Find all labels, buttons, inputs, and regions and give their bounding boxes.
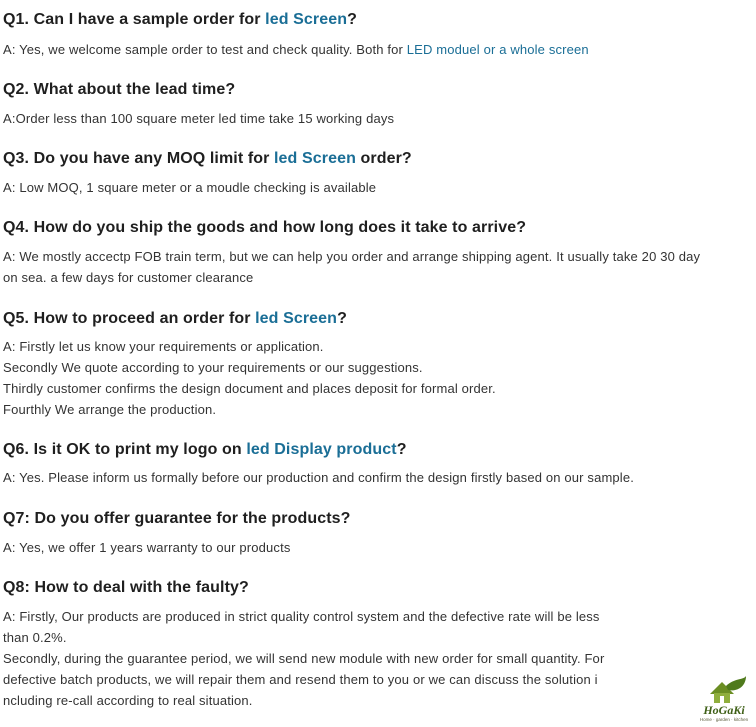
faq-answer-2-line-1: A:Order less than 100 square meter led time take 15 working days (3, 111, 395, 126)
faq-question-7 (3, 510, 351, 528)
faq-answer-5-line-3: Thirdly customer confirms the design document and places deposit for formal order. (3, 381, 496, 396)
question-text: Q7: Do you offer guarantee for the products? (3, 510, 351, 527)
led-screen-link[interactable]: led Screen (274, 150, 356, 167)
logo-tagline: Home · garden · kitchen (699, 717, 749, 722)
question-text: Q8: How to deal with the faulty? (3, 579, 249, 596)
house-leaf-icon (710, 676, 746, 703)
faq-answer-5-line-1: A: Firstly let us know your requirements or application. (3, 339, 324, 354)
faq-question-5 (3, 310, 347, 328)
faq-question-3 (3, 150, 412, 168)
faq-answer-6-line-1: A: Yes. Please inform us formally before our production and confirm the design firstly based on our sample. (3, 470, 634, 485)
faq-answer-5-line-4: Fourthly We arrange the production. (3, 402, 217, 417)
question-text: Q1. Can I have a sample order for (3, 11, 266, 28)
faq-question-1 (3, 11, 357, 29)
question-text-end: ? (347, 11, 357, 28)
question-text-end: ? (396, 441, 407, 458)
faq-question-2 (3, 81, 235, 99)
faq-answer-8-line-1: A: Firstly, Our products are produced in strict quality control system and the defective rate will be less (3, 609, 600, 624)
question-text: Q4. How do you ship the goods and how long does it take to arrive? (3, 219, 527, 236)
faq-answer-5-line-2: Secondly We quote according to your requirements or our suggestions. (3, 360, 423, 375)
question-text: Q5. How to proceed an order for (3, 310, 256, 327)
faq-answer-8-line-5: ncluding re-call according to real situation. (3, 693, 253, 708)
faq-answer-7-line-1: A: Yes, we offer 1 years warranty to our products (3, 540, 291, 555)
faq-answer-3-line-1: A: Low MOQ, 1 square meter or a moudle checking is available (3, 180, 377, 195)
hogaki-logo (696, 672, 752, 724)
faq-answer-4-line-1: A: We mostly accectp FOB train term, but we can help you order and arrange shipping agent. It usually take 20 30 day (3, 249, 701, 264)
question-text-end: ? (337, 310, 347, 327)
led-module-link[interactable]: LED moduel or a whole screen (406, 42, 589, 57)
faq-question-8 (3, 579, 249, 597)
faq-answer-4-line-2: on sea. a few days for customer clearance (3, 270, 254, 285)
faq-answer-8-line-4: defective batch products, we will repair them and resend them to you or we can discuss the solution i (3, 672, 598, 687)
led-screen-link[interactable]: led Screen (255, 310, 338, 327)
faq-answer-8-line-3: Secondly, during the guarantee period, we will send new module with new order for small quantity. For (3, 651, 605, 666)
question-text: Q2. What about the lead time? (3, 81, 236, 98)
logo-name: HoGaKi (703, 703, 745, 717)
answer-text: A: Yes, we welcome sample order to test and check quality. Both for (3, 42, 407, 57)
question-text: Q3. Do you have any MOQ limit for (3, 150, 275, 167)
faq-answer-1-line-1 (3, 40, 589, 61)
faq-answer-8-line-2: than 0.2%. (3, 630, 67, 645)
faq-question-4 (3, 219, 526, 237)
question-text-end: order? (355, 150, 412, 167)
faq-question-6 (3, 441, 407, 459)
question-text: Q6. Is it OK to print my logo on (3, 441, 247, 458)
led-display-product-link[interactable]: led Display product (246, 441, 397, 458)
led-screen-link[interactable]: led Screen (265, 11, 348, 28)
